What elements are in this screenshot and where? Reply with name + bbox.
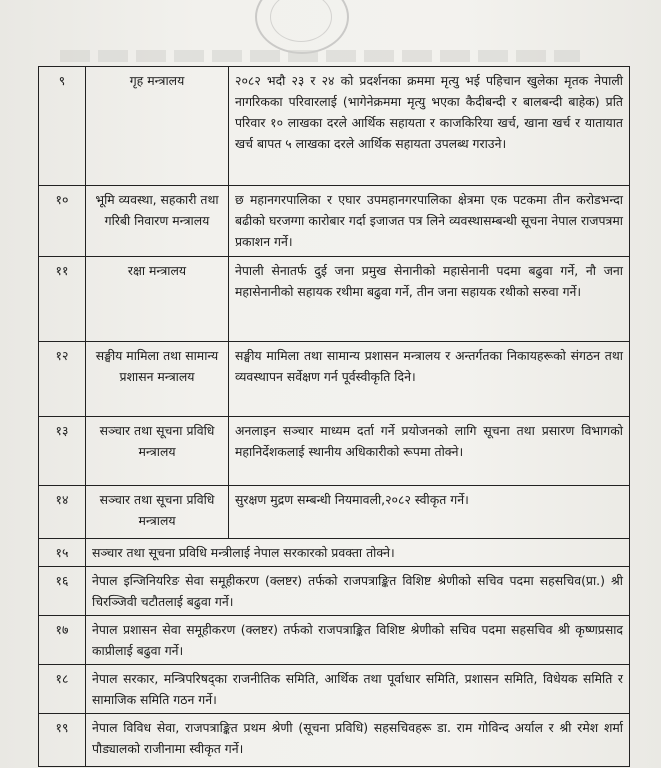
table-row [39, 567, 630, 616]
row-number: १५ [39, 539, 86, 567]
row-number: १४ [39, 486, 86, 539]
decision-text: छ महानगरपालिका र एघार उपमहानगरपालिका क्षेत्रमा एक पटकमा तीन करोडभन्दा बढीको घरजग्गा कारोबार गर्दा इजाजत पत्र लिने व्यवस्थासम्बन्धी सूचना नेपाल राजपत्रमा प्रकाशन गर्ने। [229, 186, 630, 257]
row-number: १३ [39, 417, 86, 486]
table-row [39, 486, 630, 539]
decision-text: २०८२ भदौ २३ र २४ को प्रदर्शनका क्रममा मृत्यु भई पहिचान खुलेका मृतक नेपाली नागरिकका परिवारलाई (भागेनेक्रममा मृत्यु भएका कैदीबन्दी र बालबन्दी बाहेक) प्रति परिवार १० लाखका दरले आर्थिक सहायता र काजकिरिया खर्च, खाना खर्च र यातायात खर्च बापत ५ लाखका दरले आर्थिक सहायता उपलब्ध गराउने। [229, 67, 630, 186]
table-row [39, 257, 630, 342]
row-number: १७ [39, 616, 86, 665]
ministry-name: गृह मन्त्रालय [86, 67, 229, 186]
table-row [39, 665, 630, 714]
ministry-name: सङ्घीय मामिला तथा सामान्य प्रशासन मन्त्रालय [86, 342, 229, 417]
decision-text: नेपाली सेनातर्फ दुई जना प्रमुख सेनानीको महासेनानी पदमा बढुवा गर्ने, नौ जना महासेनानीको सहायक रथीमा बढुवा गर्ने, तीन जना सहायक रथीको सरुवा गर्ने। [229, 257, 630, 342]
decisions-table [38, 66, 630, 767]
decision-text: सुरक्षण मुद्रण सम्बन्धी नियमावली,२०८२ स्वीकृत गर्ने। [229, 486, 630, 539]
table-row [39, 342, 630, 417]
decision-text: सञ्चार तथा सूचना प्रविधि मन्त्रीलाई नेपाल सरकारको प्रवक्ता तोक्ने। [86, 539, 630, 567]
decision-text: नेपाल विविध सेवा, राजपत्राङ्कित प्रथम श्रेणी (सूचना प्रविधि) सहसचिवहरू डा. राम गोविन्द अर्याल र श्री रमेश शर्मा पौड्यालको राजीनामा स्वीकृत गर्ने। [86, 714, 630, 767]
decision-text: सङ्घीय मामिला तथा सामान्य प्रशासन मन्त्रालय र अन्तर्गतका निकायहरूको संगठन तथा व्यवस्थापन सर्वेक्षण गर्न पूर्वस्वीकृति दिने। [229, 342, 630, 417]
decision-text: नेपाल इन्जिनियरिङ सेवा समूहीकरण (क्लष्टर) तर्फको राजपत्राङ्कित विशिष्ट श्रेणीको सचिव पदमा सहसचिव(प्रा.) श्री चिरञ्जिवी चटौतलाई बढुवा गर्ने। [86, 567, 630, 616]
decision-text: नेपाल सरकार, मन्त्रिपरिषद्का राजनीतिक समिति, आर्थिक तथा पूर्वाधार समिति, प्रशासन समिति, विधेयक समिति र सामाजिक समिति गठन गर्ने। [86, 665, 630, 714]
table-row [39, 539, 630, 567]
ministry-name: सञ्चार तथा सूचना प्रविधि मन्त्रालय [86, 486, 229, 539]
row-number: ९ [39, 67, 86, 186]
table-row [39, 616, 630, 665]
ministry-name: भूमि व्यवस्था, सहकारी तथा गरिबी निवारण मन्त्रालय [86, 186, 229, 257]
row-number: १९ [39, 714, 86, 767]
table-row [39, 67, 630, 186]
row-number: १६ [39, 567, 86, 616]
ministry-name: सञ्चार तथा सूचना प्रविधि मन्त्रालय [86, 417, 229, 486]
table-row [39, 186, 630, 257]
bleed-through-text [60, 50, 580, 62]
table-row [39, 714, 630, 767]
row-number: १० [39, 186, 86, 257]
ministry-name: रक्षा मन्त्रालय [86, 257, 229, 342]
row-number: ११ [39, 257, 86, 342]
table-row [39, 417, 630, 486]
decision-text: अनलाइन सञ्चार माध्यम दर्ता गर्ने प्रयोजनको लागि सूचना तथा प्रसारण विभागको महानिर्देशकलाई स्थानीय अधिकारीको रूपमा तोक्ने। [229, 417, 630, 486]
row-number: १२ [39, 342, 86, 417]
decision-text: नेपाल प्रशासन सेवा समूहीकरण (क्लष्टर) तर्फको राजपत्राङ्कित विशिष्ट श्रेणीको सचिव पदमा सहसचिव श्री कृष्णप्रसाद काप्रीलाई बढुवा गर्ने। [86, 616, 630, 665]
row-number: १८ [39, 665, 86, 714]
